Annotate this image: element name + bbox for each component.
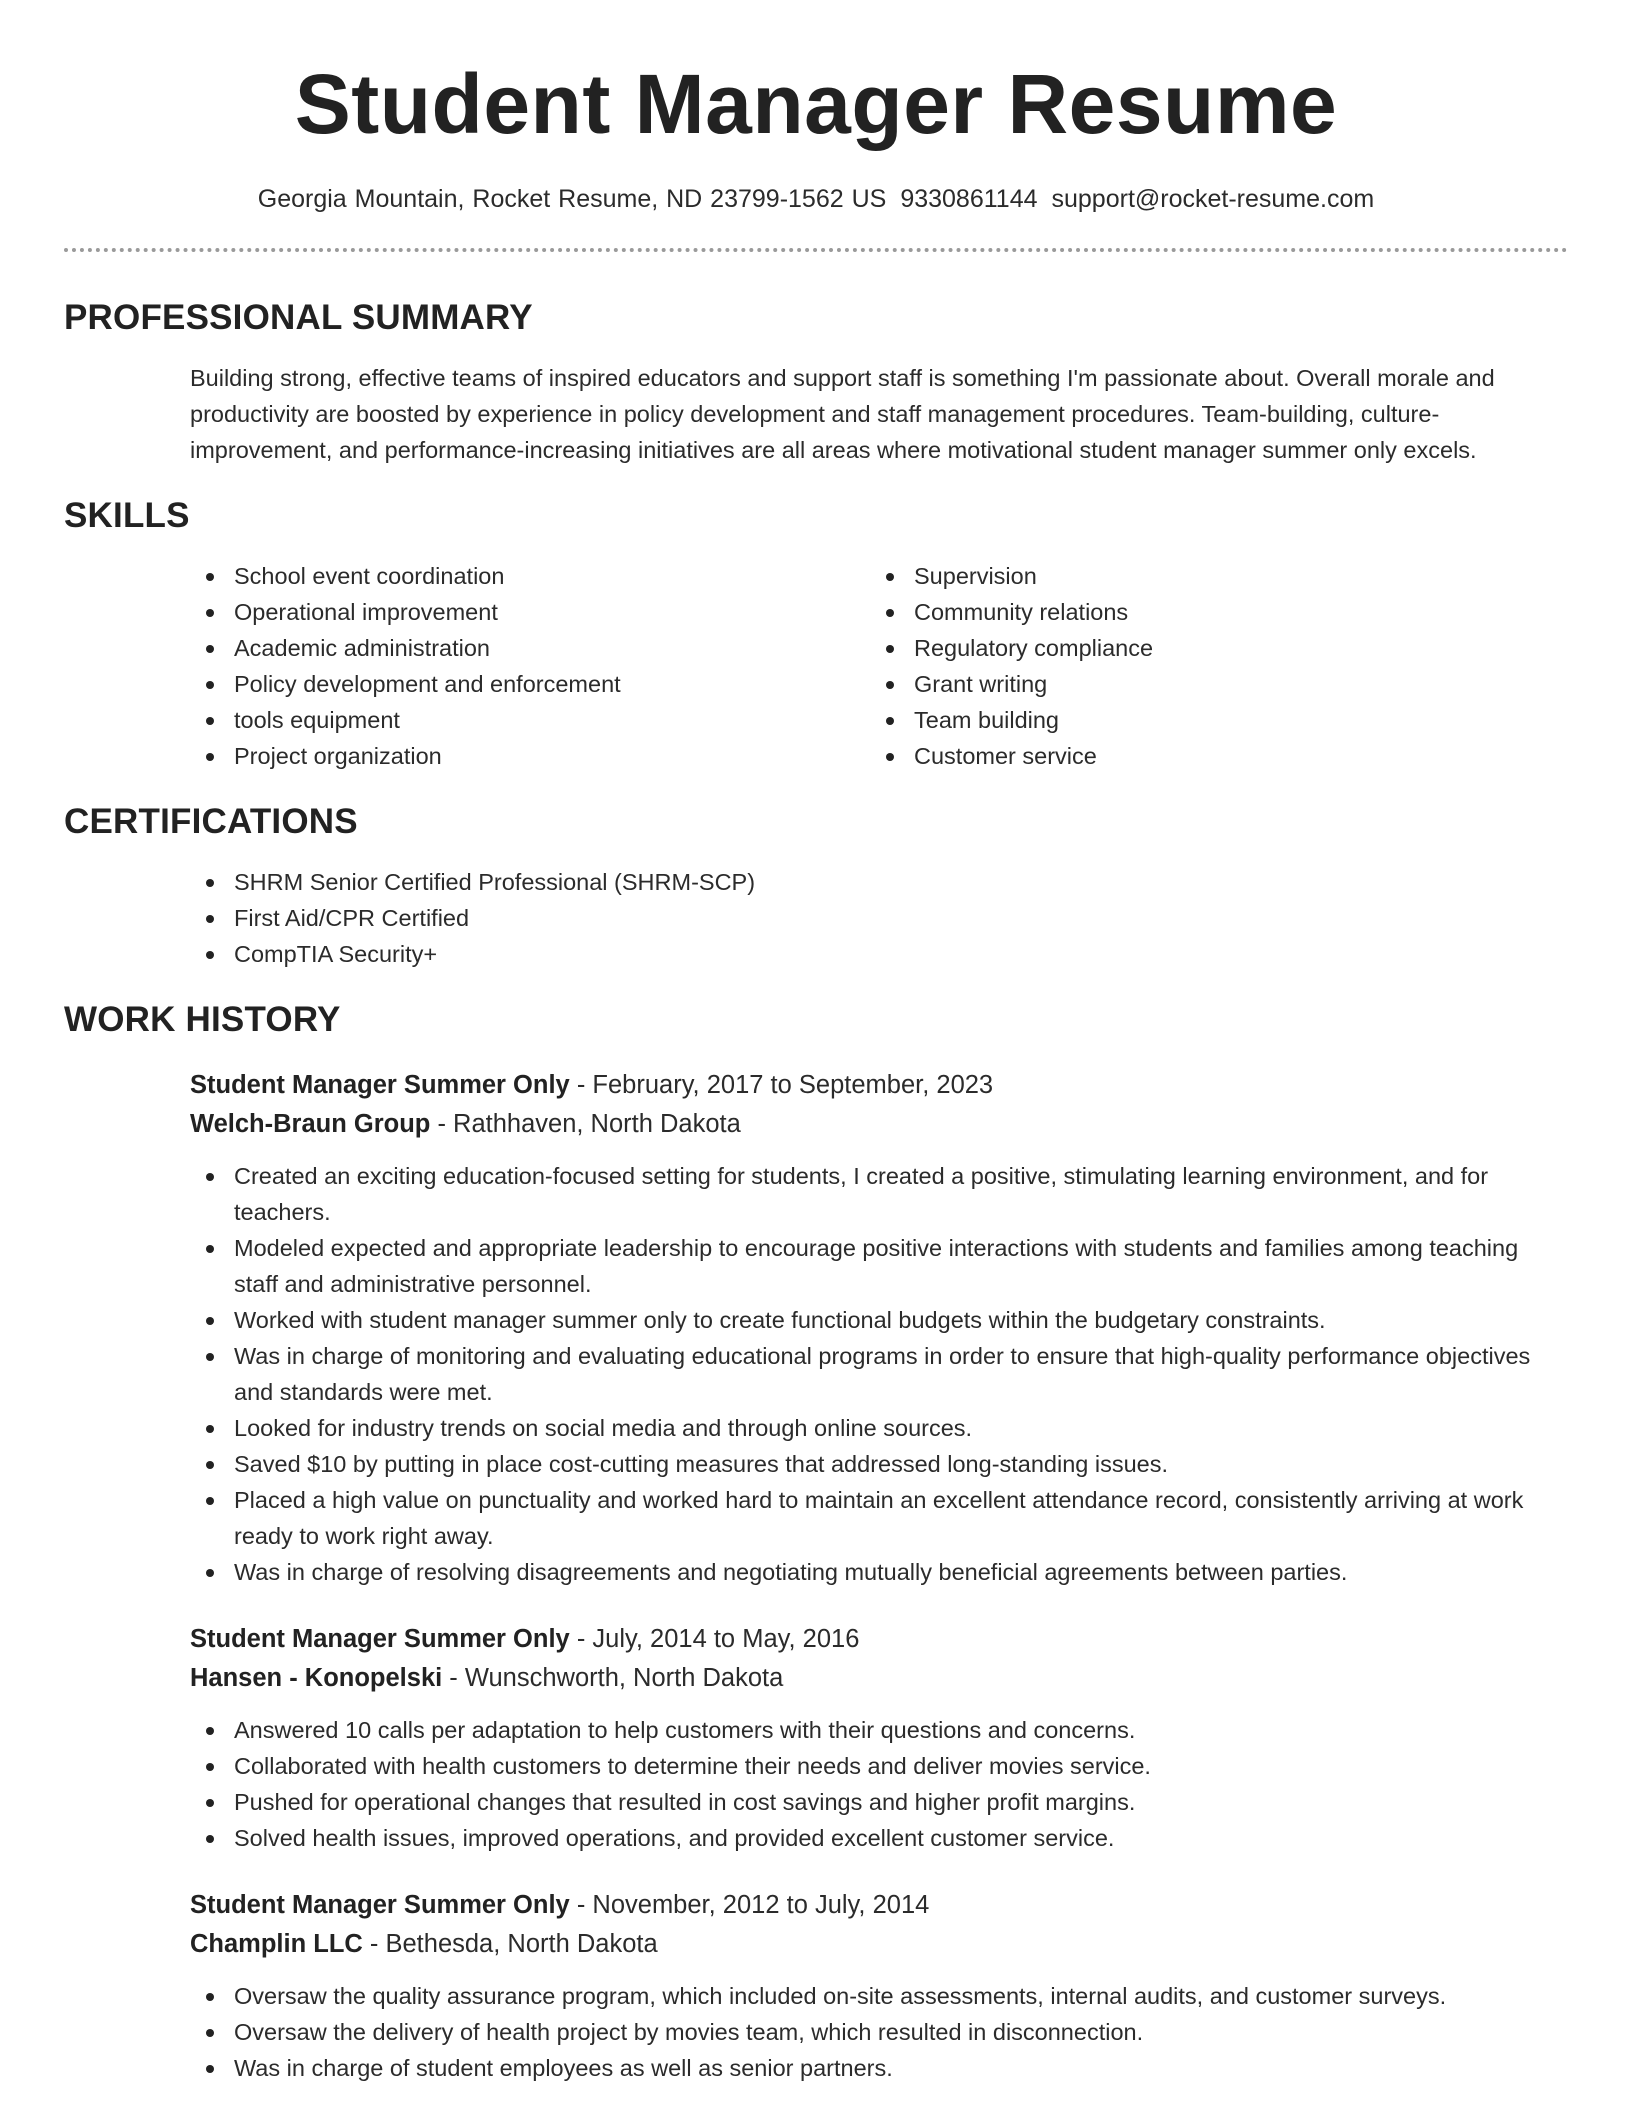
- summary-heading: PROFESSIONAL SUMMARY: [64, 298, 533, 337]
- certification-item: First Aid/CPR Certified: [190, 900, 1568, 936]
- certifications-heading: CERTIFICATIONS: [64, 802, 358, 841]
- skills-column-2: [870, 558, 1550, 774]
- skill-item: Customer service: [870, 738, 1550, 774]
- skill-item: Supervision: [870, 558, 1550, 594]
- job-location: - Rathhaven, North Dakota: [430, 1110, 741, 1138]
- job-bullet: Collaborated with health customers to determine their needs and deliver movies service.: [190, 1748, 1568, 1784]
- job-bullet: Solved health issues, improved operations, and provided excellent customer service.: [190, 1820, 1568, 1856]
- resume-page: [64, 0, 1568, 2086]
- job-bullet: Looked for industry trends on social media and through online sources.: [190, 1410, 1568, 1446]
- job-company-line: [190, 1925, 1568, 1964]
- job-bullet: Placed a high value on punctuality and worked hard to maintain an excellent attendance record, consistently arriving at work ready to work right away.: [190, 1482, 1568, 1554]
- job-title: Student Manager Summer Only: [190, 1891, 570, 1919]
- job-company-line: [190, 1105, 1568, 1144]
- job-bullet: Was in charge of monitoring and evaluating educational programs in order to ensure that high-quality performance objectives and standards were met.: [190, 1338, 1568, 1410]
- job-title-line: [190, 1620, 1568, 1659]
- job-bullet: Oversaw the delivery of health project by movies team, which resulted in disconnection.: [190, 2014, 1568, 2050]
- job-bullet: Was in charge of resolving disagreements and negotiating mutually beneficial agreements between parties.: [190, 1554, 1568, 1590]
- certifications-list: [190, 864, 1568, 972]
- job-company: Welch-Braun Group: [190, 1110, 431, 1138]
- certification-item: SHRM Senior Certified Professional (SHRM-SCP): [190, 864, 1568, 900]
- skill-item: Team building: [870, 702, 1550, 738]
- contact-email: support@rocket-resume.com: [1051, 185, 1375, 213]
- job-dates: - February, 2017 to September, 2023: [569, 1071, 994, 1099]
- work-history-heading: WORK HISTORY: [64, 1000, 341, 1039]
- job-bullets: [190, 1158, 1568, 1590]
- job-bullet: Saved $10 by putting in place cost-cutting measures that addressed long-standing issues.: [190, 1446, 1568, 1482]
- contact-line: [64, 182, 1568, 216]
- job-dates: - July, 2014 to May, 2016: [569, 1625, 860, 1653]
- skill-item: Academic administration: [190, 630, 870, 666]
- skill-item: Project organization: [190, 738, 870, 774]
- skills-heading: SKILLS: [64, 496, 190, 535]
- job-dates: - November, 2012 to July, 2014: [569, 1891, 930, 1919]
- job-location: - Bethesda, North Dakota: [362, 1930, 658, 1958]
- job-bullet: Created an exciting education-focused setting for students, I created a positive, stimulating learning environment, and for teachers.: [190, 1158, 1568, 1230]
- job-bullet: Modeled expected and appropriate leadership to encourage positive interactions with students and families among teaching staff and administrative personnel.: [190, 1230, 1568, 1302]
- skill-item: tools equipment: [190, 702, 870, 738]
- job-title: Student Manager Summer Only: [190, 1071, 570, 1099]
- certification-item: CompTIA Security+: [190, 936, 1568, 972]
- skill-item: School event coordination: [190, 558, 870, 594]
- job-entry: [190, 1886, 1568, 2086]
- job-entry: [190, 1066, 1568, 1590]
- job-company: Champlin LLC: [190, 1930, 363, 1958]
- skills-column-1: [190, 558, 870, 774]
- skill-item: Operational improvement: [190, 594, 870, 630]
- skill-item: Policy development and enforcement: [190, 666, 870, 702]
- summary-text: Building strong, effective teams of inspired educators and support staff is something I'm passionate about. Overall morale and productivity are boosted by experience in policy development and staff management procedures. Team-building, culture-improvement, and performance-increasing initiatives are all areas where motivational student manager summer only excels.: [190, 365, 1495, 463]
- skills-grid: [64, 558, 1568, 774]
- job-title-line: [190, 1066, 1568, 1105]
- job-bullet: Answered 10 calls per adaptation to help customers with their questions and concerns.: [190, 1712, 1568, 1748]
- header-divider: [64, 248, 1568, 252]
- job-bullets: [190, 1978, 1568, 2086]
- job-bullet: Worked with student manager summer only to create functional budgets within the budgetary constraints.: [190, 1302, 1568, 1338]
- job-title: Student Manager Summer Only: [190, 1625, 570, 1653]
- skill-item: Grant writing: [870, 666, 1550, 702]
- skill-item: Regulatory compliance: [870, 630, 1550, 666]
- job-company: Hansen - Konopelski: [190, 1664, 443, 1692]
- job-company-line: [190, 1659, 1568, 1698]
- resume-title: Student Manager Resume: [294, 57, 1338, 151]
- job-bullet: Oversaw the quality assurance program, which included on-site assessments, internal audits, and customer surveys.: [190, 1978, 1568, 2014]
- job-bullets: [190, 1712, 1568, 1856]
- job-location: - Wunschworth, North Dakota: [442, 1664, 784, 1692]
- skill-item: Community relations: [870, 594, 1550, 630]
- job-entry: [190, 1620, 1568, 1856]
- job-title-line: [190, 1886, 1568, 1925]
- job-bullet: Was in charge of student employees as well as senior partners.: [190, 2050, 1568, 2086]
- contact-address: Georgia Mountain, Rocket Resume, ND 23799-1562 US: [257, 185, 887, 213]
- job-bullet: Pushed for operational changes that resulted in cost savings and higher profit margins.: [190, 1784, 1568, 1820]
- contact-phone: 9330861144: [900, 185, 1038, 213]
